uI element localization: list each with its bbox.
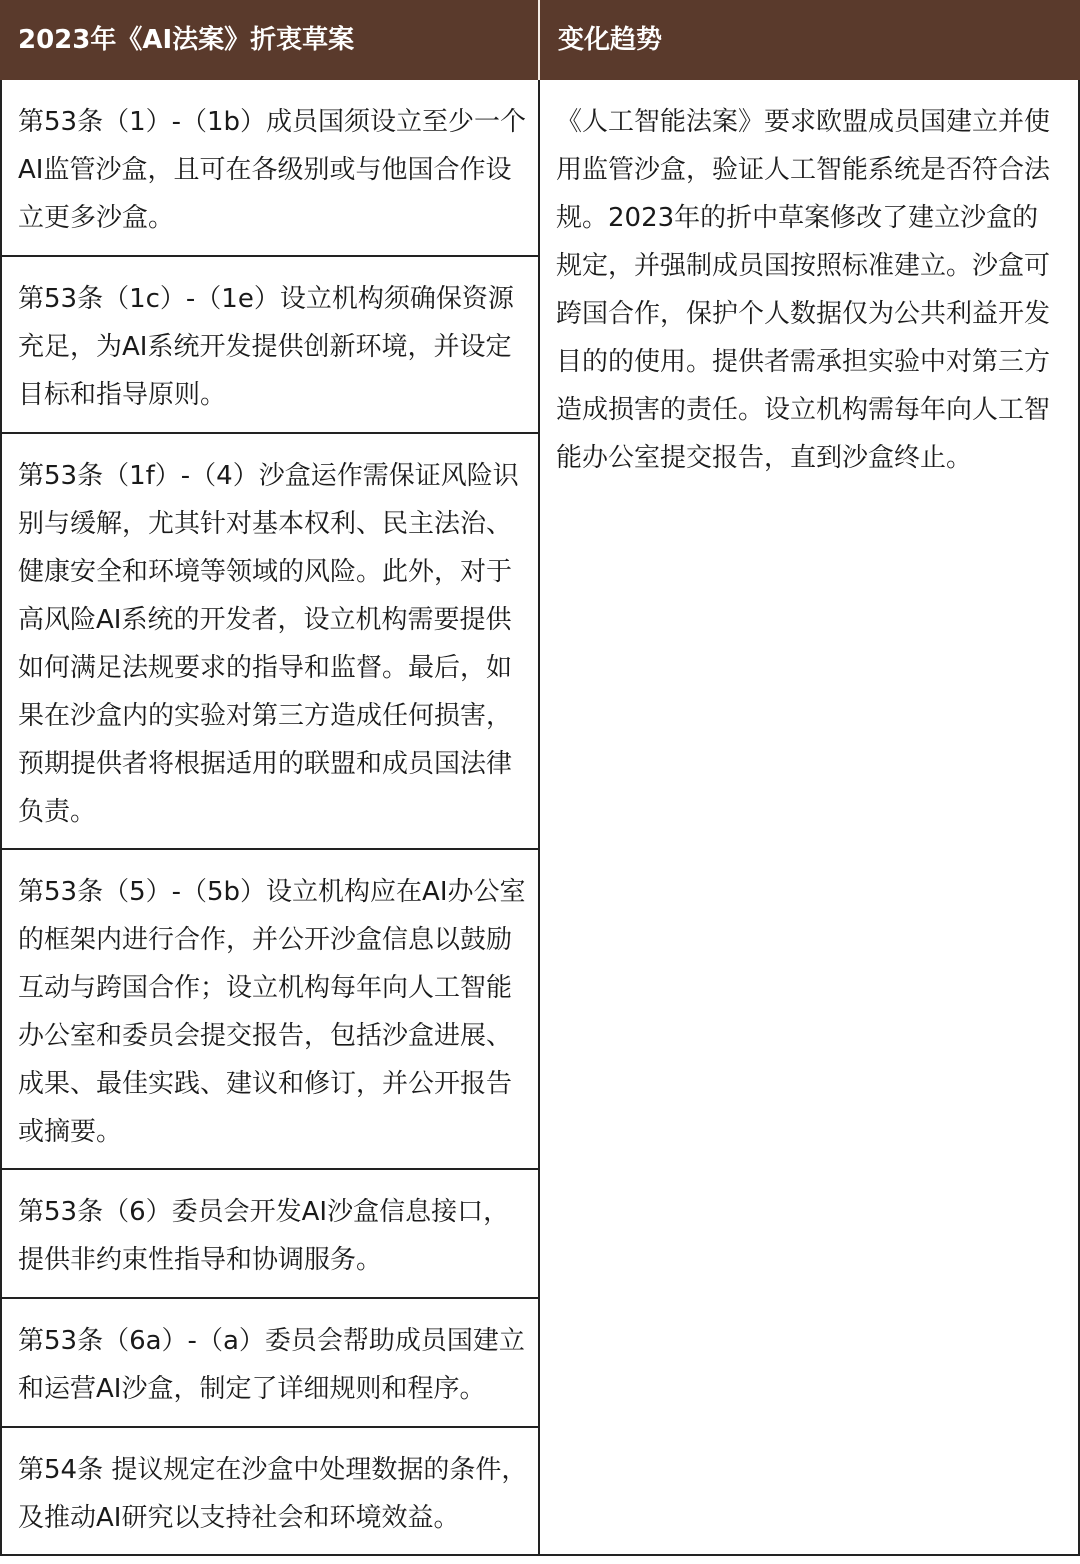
article-row-53-1c: 第53条（1c）-（1e）设立机构须确保资源充足，为AI系统开发提供创新环境，并设定目标和指导原则。 — [0, 257, 540, 434]
article-row-54: 第54条 提议规定在沙盒中处理数据的条件，及推动AI研究以支持社会和环境效益。 — [0, 1428, 540, 1556]
header-trend-title: 变化趋势 — [558, 25, 663, 55]
draft-articles-column — [0, 80, 540, 1556]
table-header — [0, 0, 1080, 80]
article-row-53-1f: 第53条（1f）-（4）沙盒运作需保证风险识别与缓解，尤其针对基本权利、民主法治、健康安全和环境等领域的风险。此外，对于高风险AI系统的开发者，设立机构需要提供如何满足法规要求的指导和监督。最后，如果在沙盒内的实验对第三方造成任何损害，预期提供者将根据适用的联盟和成员国法律负责。 — [0, 434, 540, 850]
article-row-53-6a: 第53条（6a）-（a）委员会帮助成员国建立和运营AI沙盒，制定了详细规则和程序。 — [0, 1299, 540, 1428]
trend-description: 《人工智能法案》要求欧盟成员国建立并使用监管沙盒，验证人工智能系统是否符合法规。2023年的折中草案修改了建立沙盒的规定，并强制成员国按照标准建立。沙盒可跨国合作，保护个人数据仅为公共利益开发目的的使用。提供者需承担实验中对第三方造成损害的责任。设立机构需每年向人工智能办公室提交报告，直到沙盒终止。 — [540, 80, 1080, 1556]
article-row-53-1: 第53条（1）-（1b）成员国须设立至少一个AI监管沙盒，且可在各级别或与他国合作设立更多沙盒。 — [0, 80, 540, 257]
article-row-53-6: 第53条（6）委员会开发AI沙盒信息接口，提供非约束性指导和协调服务。 — [0, 1170, 540, 1299]
header-draft-title: 2023年《AI法案》折衷草案 — [0, 0, 540, 80]
article-row-53-5: 第53条（5）-（5b）设立机构应在AI办公室的框架内进行合作，并公开沙盒信息以鼓励互动与跨国合作；设立机构每年向人工智能办公室和委员会提交报告，包括沙盒进展、成果、最佳实践、建议和修订，并公开报告或摘要。 — [0, 850, 540, 1170]
